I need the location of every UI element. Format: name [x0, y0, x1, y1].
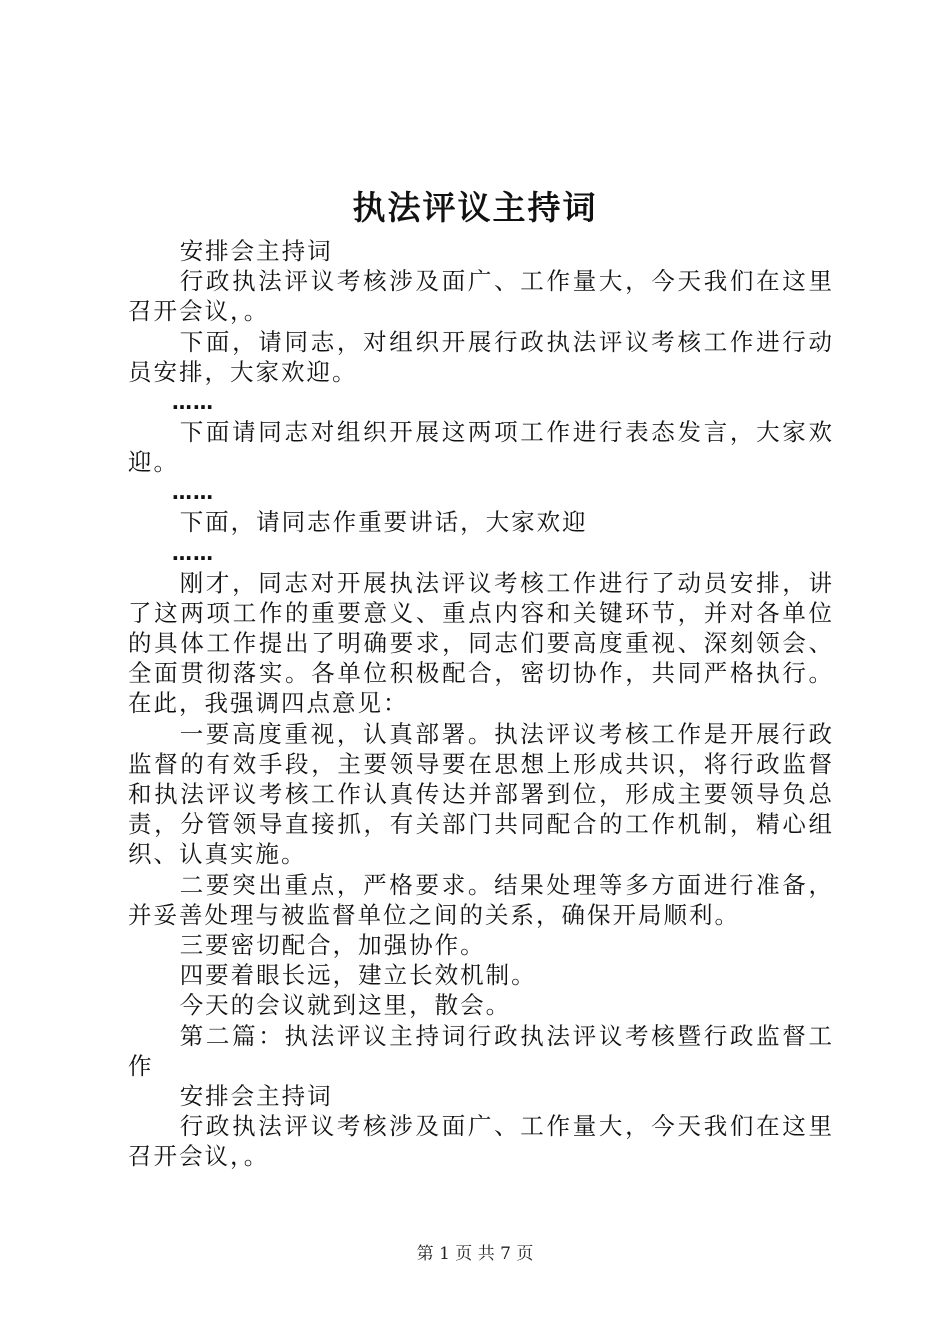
paragraph: 安排会主持词 — [179, 237, 333, 265]
paragraph: 一要高度重视，认真部署。执法评议考核工作是开展行政监督的有效手段，主要领导要在思想上形成共识，将行政监督和执法评议考核工作认真传达并部署到位，形成主要领导负总责，分管领导直接抓，有关部门共同配合的工作机制，精心组织、认真实施。 — [128, 719, 834, 869]
paragraph: 行政执法评议考核涉及面广、工作量大，今天我们在这里召开会议，。 — [128, 267, 834, 326]
paragraph: 三要密切配合，加强协作。 — [179, 931, 486, 960]
paragraph: 安排会主持词 — [179, 1082, 333, 1111]
section-heading: 第二篇：执法评议主持词行政执法评议考核暨行政监督工作 — [128, 1021, 834, 1080]
paragraph: 下面请同志对组织开展这两项工作进行表态发言，大家欢迎。 — [128, 418, 834, 477]
page-number-footer: 第 1 页 共 7 页 — [416, 1244, 534, 1264]
document-title: 执法评议主持词 — [352, 188, 598, 227]
paragraph: 刚才，同志对开展执法评议考核工作进行了动员安排，讲了这两项工作的重要意义、重点内容和关键环节，并对各单位的具体工作提出了明确要求，同志们要高度重视、深刻领会、全面贯彻落实。各单位积极配合，密切协作，共同严格执行。在此，我强调四点意见： — [128, 568, 834, 718]
paragraph: 四要着眼长远，建立长效机制。 — [179, 961, 537, 990]
paragraph: 下面，请同志，对组织开展行政执法评议考核工作进行动员安排，大家欢迎。 — [128, 327, 834, 386]
ellipsis-line: …… — [172, 390, 214, 415]
paragraph: 行政执法评议考核涉及面广、工作量大，今天我们在这里召开会议，。 — [128, 1112, 834, 1171]
paragraph: 二要突出重点，严格要求。结果处理等多方面进行准备，并妥善处理与被监督单位之间的关系，确保开局顺利。 — [128, 870, 834, 929]
ellipsis-line: …… — [172, 480, 214, 505]
ellipsis-line: …… — [172, 540, 214, 565]
paragraph: 下面，请同志作重要讲话，大家欢迎 — [179, 508, 588, 537]
paragraph: 今天的会议就到这里，散会。 — [179, 991, 512, 1020]
document-body — [128, 236, 834, 1172]
